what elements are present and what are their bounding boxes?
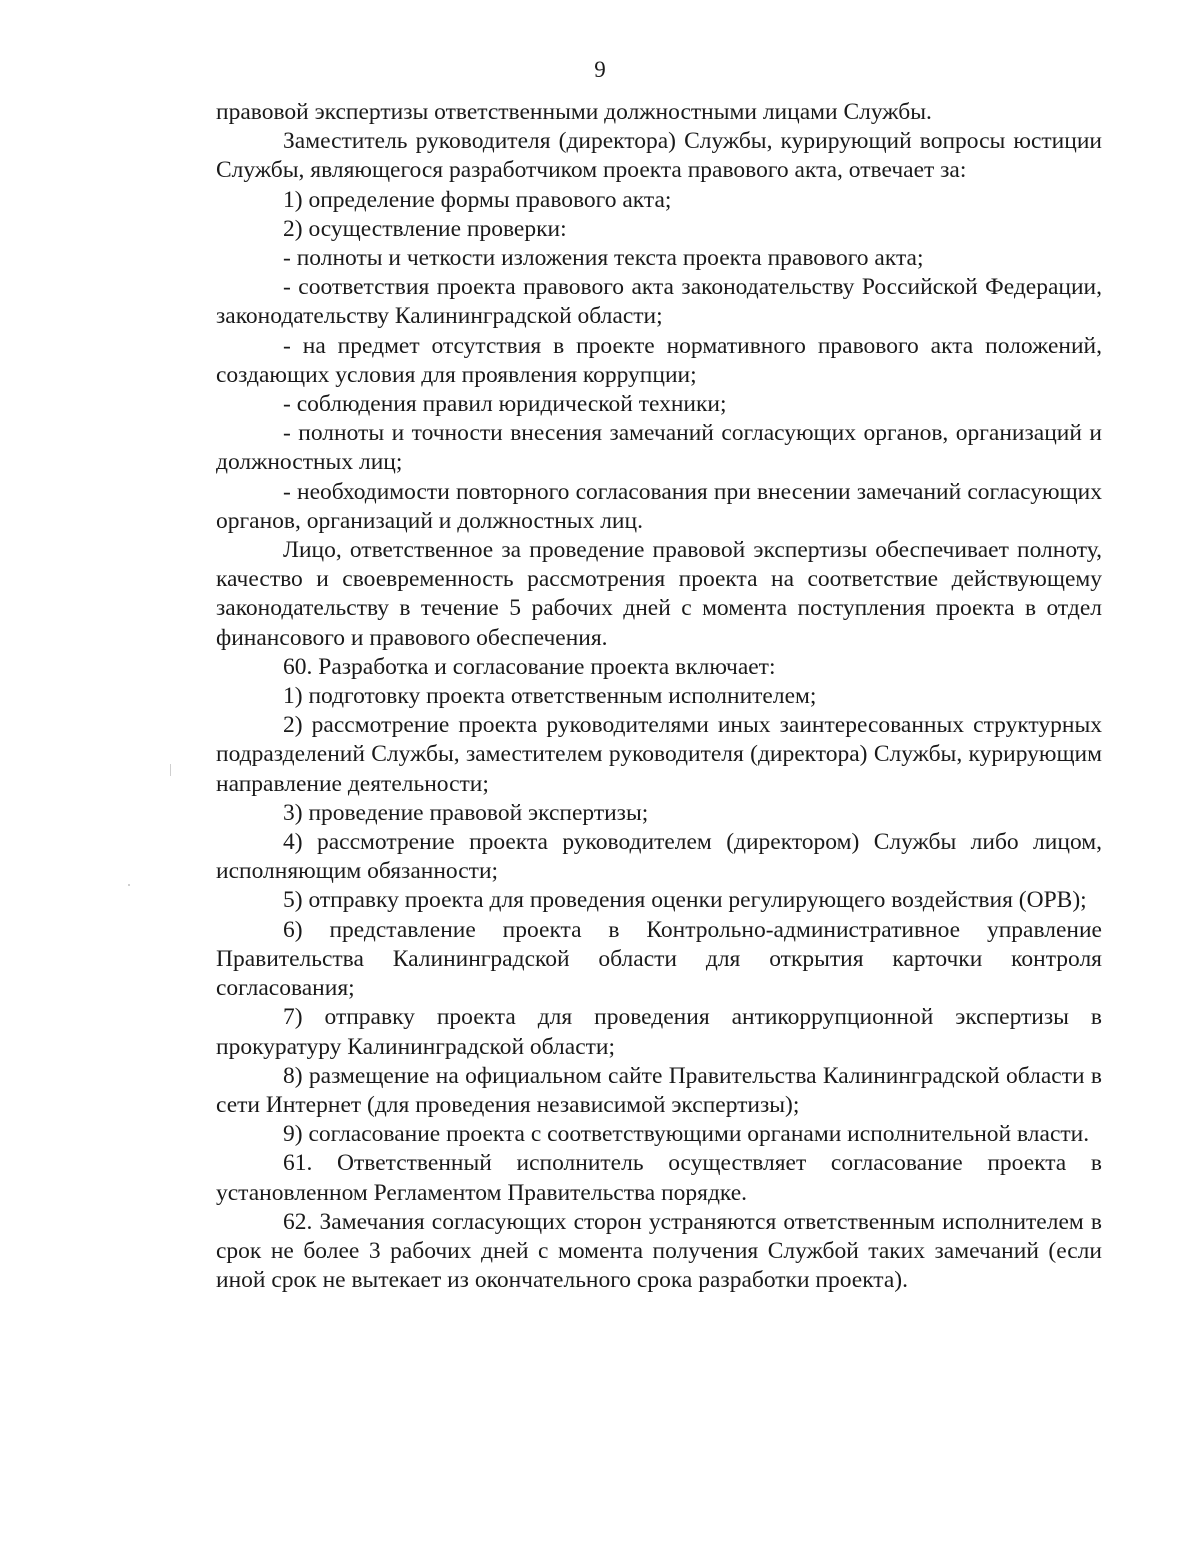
list-item: 1) подготовку проекта ответственным исполнителем; — [283, 683, 817, 710]
list-item: - соблюдения правил юридической техники; — [283, 391, 727, 418]
list-item: 9) согласование проекта с соответствующими органами исполнительной власти. — [283, 1121, 1090, 1148]
list-item: 4) рассмотрение проекта руководителем (директором) Службы либо лицом, исполняющим обязанности; — [216, 829, 1102, 885]
list-item: - необходимости повторного согласования при внесении замечаний согласующих органов, организаций и должностных лиц. — [216, 478, 1102, 534]
list-item: - полноты и четкости изложения текста проекта правового акта; — [283, 245, 924, 272]
scan-artifact — [170, 764, 171, 776]
list-item: - полноты и точности внесения замечаний согласующих органов, организаций и должностных лиц; — [216, 420, 1102, 476]
section-heading: 60. Разработка и согласование проекта включает: — [283, 653, 776, 680]
list-item: 5) отправку проекта для проведения оценки регулирующего воздействия (ОРВ); — [283, 887, 1087, 914]
list-item: 2) рассмотрение проекта руководителями иных заинтересованных структурных подразделений Службы, заместителем руководителя (директора) Службы, курирующим направление деятельности; — [216, 712, 1102, 797]
page-number: 9 — [594, 57, 606, 82]
section-paragraph: 62. Замечания согласующих сторон устраняются ответственным исполнителем в срок не более 3 рабочих дней с момента получения Службой таких замечаний (если иной срок не вытекает из окончательного срока разработки проекта). — [216, 1208, 1102, 1294]
paragraph: правовой экспертизы ответственными должностными лицами Службы. — [216, 99, 932, 125]
scan-artifact — [128, 884, 130, 886]
list-item: - на предмет отсутствия в проекте нормативного правового акта положений, создающих условия для проявления коррупции; — [216, 332, 1102, 388]
list-item: 3) проведение правовой экспертизы; — [283, 799, 649, 826]
section-paragraph: 61. Ответственный исполнитель осуществляет согласование проекта в установленном Регламентом Правительства порядке. — [216, 1150, 1102, 1206]
list-item: 2) осуществление проверки: — [283, 215, 567, 242]
list-item: 1) определение формы правового акта; — [283, 186, 672, 213]
list-item: 6) представление проекта в Контрольно-административное управление Правительства Калининградской области для открытия карточки контроля согласования; — [216, 916, 1102, 1002]
paragraph: Лицо, ответственное за проведение правовой экспертизы обеспечивает полноту, качество и своевременность рассмотрения проекта на соответствие действующему законодательству в течение 5 рабочих дней с момента поступления проекта в отдел финансового и правового обеспечения. — [216, 537, 1102, 651]
document-body — [216, 98, 1102, 1295]
list-item: 7) отправку проекта для проведения антикоррупционной экспертизы в прокуратуру Калининградской области; — [216, 1004, 1102, 1060]
list-item: - соответствия проекта правового акта законодательству Российской Федерации, законодательству Калининградской области; — [216, 274, 1102, 330]
paragraph: Заместитель руководителя (директора) Службы, курирующий вопросы юстиции Службы, являющегося разработчиком проекта правового акта, отвечает за: — [216, 128, 1102, 184]
list-item: 8) размещение на официальном сайте Правительства Калининградской области в сети Интернет (для проведения независимой экспертизы); — [216, 1062, 1102, 1118]
